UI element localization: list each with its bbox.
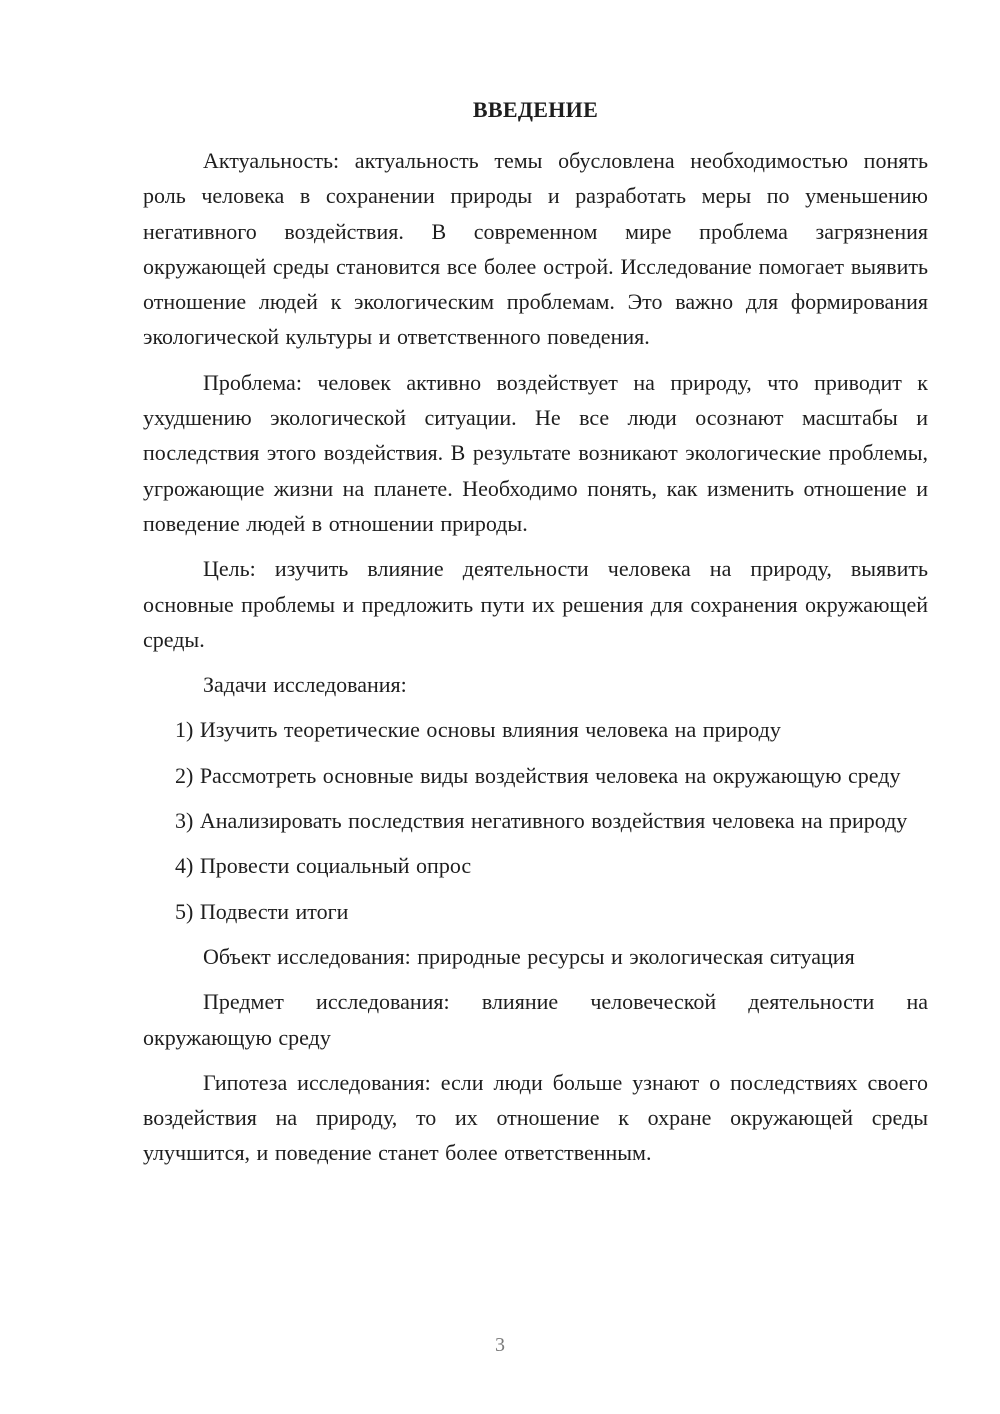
page-number: 3 (495, 1334, 505, 1356)
task-item-5: 5) Подвести итоги (175, 898, 349, 924)
paragraph-spacer (143, 702, 928, 712)
paragraph-spacer (143, 838, 928, 848)
paragraph-subject: Предмет исследования: влияние человеческой деятельности на окружающую среду (143, 989, 928, 1050)
paragraph-hypothesis: Гипотеза исследования: если люди больше узнают о последствиях своего воздействия на природу, то их отношение к охране окружающей среды улучшится, и поведение станет более ответственным. (143, 1069, 928, 1166)
task-item-1: 1) Изучить теоретические основы влияния человека на природу (175, 717, 781, 743)
page-title: ВВЕДЕНИЕ (472, 97, 599, 122)
paragraph-spacer (143, 793, 928, 803)
paragraph-spacer (143, 929, 928, 939)
task-item-4: 4) Провести социальный опрос (175, 853, 472, 879)
paragraph-spacer (143, 884, 928, 894)
paragraph-goal: Цель: изучить влияние деятельности человека на природу, выявить основные проблемы и предложить пути их решения для сохранения окружающей среды. (143, 556, 928, 652)
task-item-2: 2) Рассмотреть основные виды воздействия человека на окружающую среду (175, 762, 901, 788)
paragraph-spacer (143, 748, 928, 758)
paragraph-spacer (143, 355, 928, 365)
tasks-title: Задачи исследования: (203, 672, 407, 698)
paragraph-spacer (143, 657, 928, 667)
paragraph-problem: Проблема: человек активно воздействует на природу, что приводит к ухудшению экологической ситуации. Не все люди осознают масштабы и последствия этого воздействия. В результате возникают экологические проблемы, угрожающие жизни на планете. Необходимо понять, как изменить отношение и поведение людей в отношении природы. (143, 369, 928, 536)
paragraph-object: Объект исследования: природные ресурсы и экологическая ситуация (203, 943, 855, 969)
paragraph-spacer (143, 974, 928, 984)
paragraph-relevance: Актуальность: актуальность темы обусловлена необходимостью понять роль человека в сохранении природы и разработать меры по уменьшению негативного воздействия. В современном мире проблема загрязнения окружающей среды становится все более острой. Исследование помогает выявить отношение людей к экологическим проблемам. Это важно для формирования экологической культуры и ответственного поведения. (143, 148, 928, 350)
task-item-3: 3) Анализировать последствия негативного воздействия человека на природу (175, 808, 908, 834)
page-content (143, 96, 928, 1171)
paragraph-spacer (143, 1055, 928, 1065)
paragraph-spacer (143, 541, 928, 551)
